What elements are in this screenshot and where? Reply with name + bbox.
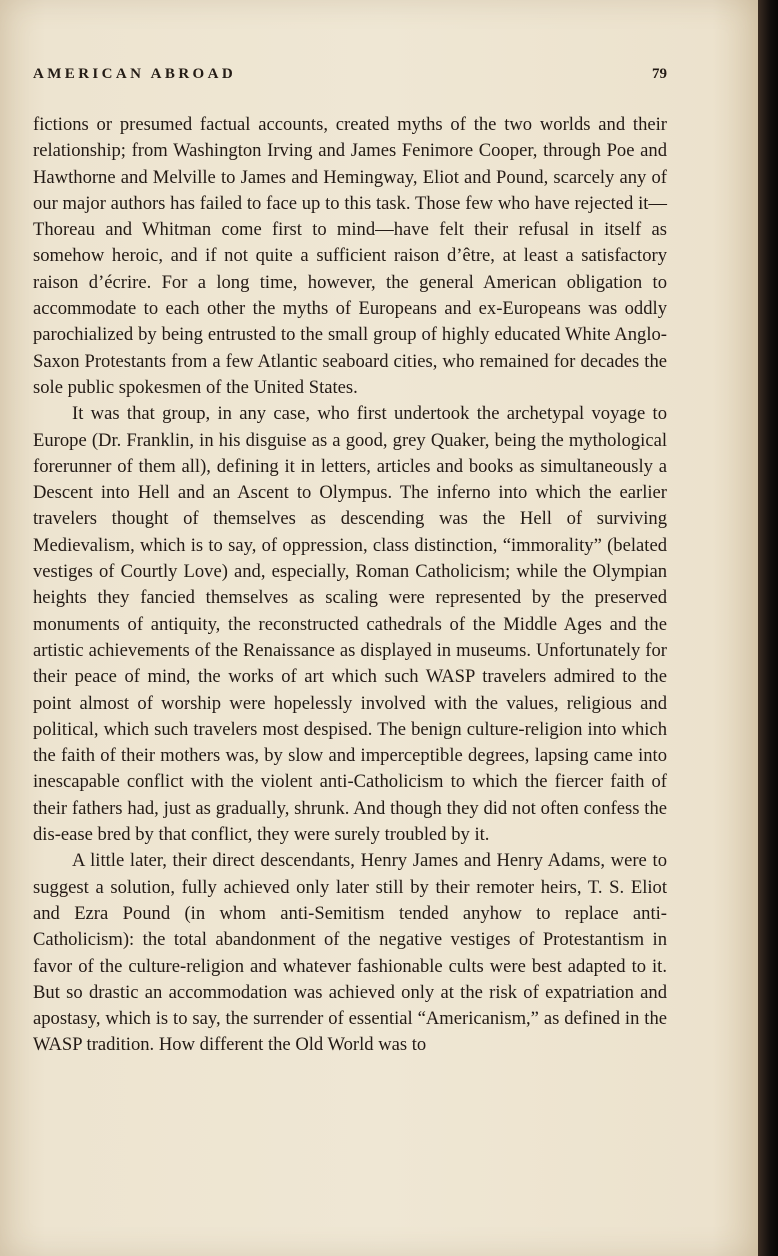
page-number: 79	[652, 66, 667, 82]
page-header	[33, 64, 667, 88]
paragraph-2: It was that group, in any case, who first undertook the archetypal voyage to Europe (Dr. Franklin, in his disguise as a good, grey Quaker, being the mythological forerunner of them all), defining it in letters, articles and books as simultaneously a Descent into Hell and an Ascent to Olympus. The inferno into which the earlier travelers thought of themselves as descending was the Hell of surviving Medievalism, which is to say, of oppression, class distinction, “immorality” (belated vestiges of Courtly Love) and, especially, Roman Catholicism; while the Olympian heights they fancied themselves as scaling were represented by the preserved monuments of antiquity, the reconstructed cathedrals of the Middle Ages and the artistic achievements of the Renaissance as displayed in museums. Unfortunately for their peace of mind, the works of art which such WASP travelers admired to the point almost of worship were hopelessly involved with the values, religious and political, which such travelers most despised. The benign culture-religion into which the faith of their mothers was, by slow and imperceptible degrees, lapsing came into inescapable conflict with the violent anti-Catholicism to which the fiercer faith of their fathers had, just as gradually, shrunk. And though they did not often confess the dis-ease bred by that conflict, they were surely troubled by it.	[33, 403, 667, 846]
running-head: AMERICAN ABROAD	[33, 66, 237, 82]
paragraph-3: A little later, their direct descendants, Henry James and Henry Adams, were to suggest a solution, fully achieved only later still by their remoter heirs, T. S. Eliot and Ezra Pound (in whom anti-Semitism tended anyhow to replace anti-Catholicism): the total abandonment of the negative vestiges of Protestantism in favor of the culture-religion and whatever fashionable cults were best adapted to it. But so drastic an accommodation was achieved only at the risk of expatriation and apostasy, which is to say, the surrender of essential “Americanism,” as defined in the WASP tradition. How different the Old World was to	[33, 850, 667, 1056]
page-edge-shadow	[758, 0, 778, 1256]
body-text	[33, 112, 667, 1059]
paragraph-1: fictions or presumed factual accounts, created myths of the two worlds and their relationship; from Washington Irving and James Fenimore Cooper, through Poe and Hawthorne and Melville to James and Hemingway, Eliot and Pound, scarcely any of our major authors has failed to face up to this task. Those few who have rejected it—Thoreau and Whitman come first to mind—have felt their refusal in itself as somehow heroic, and if not quite a sufficient raison d’être, at least a satisfactory raison d’écrire. For a long time, however, the general American obligation to accommodate to each other the myths of Europeans and ex-Europeans was oddly parochialized by being entrusted to the small group of highly educated White Anglo-Saxon Protestants from a few Atlantic seaboard cities, who remained for decades the sole public spokesmen of the United States.	[33, 114, 667, 398]
